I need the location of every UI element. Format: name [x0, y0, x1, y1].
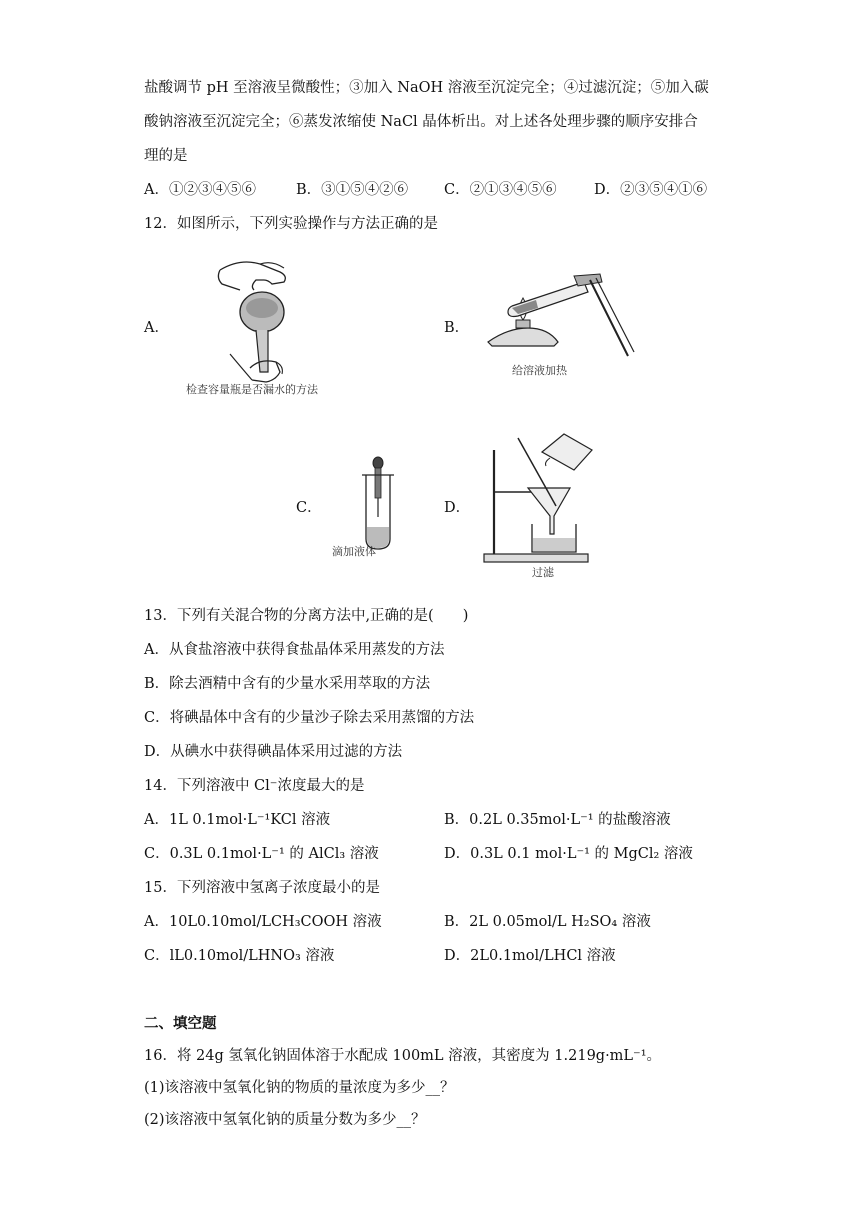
- q15-option-a: A．10L0.10mol/LCH₃COOH 溶液: [144, 914, 382, 930]
- q15-option-c: C．lL0.10mol/LHNO₃ 溶液: [144, 948, 335, 964]
- q13-option-d: D．从碘水中获得碘晶体采用过滤的方法: [144, 744, 403, 760]
- caption-a: 检查容量瓶是否漏水的方法: [186, 383, 318, 396]
- q14-stem: 14．下列溶液中 Cl⁻浓度最大的是: [144, 778, 365, 794]
- figure-volumetric-flask: [180, 250, 390, 400]
- figure-heating-test-tube: [478, 270, 638, 380]
- q11-option-b: B．③①⑤④②⑥: [296, 182, 409, 198]
- figure-filtration: [470, 432, 610, 580]
- q12-label-c: C．: [296, 500, 322, 516]
- section-title: 二、填空题: [144, 1015, 217, 1032]
- q14-option-b: B．0.2L 0.35mol·L⁻¹ 的盐酸溶液: [444, 812, 671, 828]
- q13-option-c: C．将碘晶体中含有的少量沙子除去采用蒸馏的方法: [144, 710, 475, 726]
- caption-c: 滴加液体: [332, 545, 376, 558]
- caption-d: 过滤: [532, 566, 554, 579]
- q12-label-b: B．: [444, 320, 470, 336]
- q11-option-d: D．②③⑤④①⑥: [594, 182, 708, 198]
- q13-option-b: B．除去酒精中含有的少量水采用萃取的方法: [144, 676, 431, 692]
- q11-line-3: 理的是: [144, 148, 188, 164]
- q12-label-a: A．: [144, 320, 169, 336]
- q13-stem: 13．下列有关混合物的分离方法中,正确的是( ): [144, 608, 469, 624]
- q11-option-a: A．①②③④⑤⑥: [144, 182, 256, 198]
- figure-dropper: [326, 455, 426, 560]
- q14-option-a: A．1L 0.1mol·L⁻¹KCl 溶液: [144, 812, 331, 828]
- q12-stem: 12．如图所示，下列实验操作与方法正确的是: [144, 216, 438, 232]
- q15-stem: 15．下列溶液中氢离子浓度最小的是: [144, 880, 380, 896]
- q11-line-2: 酸钠溶液至沉淀完全；⑥蒸发浓缩使 NaCl 晶体析出。对上述各处理步骤的顺序安排合: [144, 114, 698, 130]
- q12-label-d: D．: [444, 500, 471, 516]
- q16-sub-1: (1)该溶液中氢氧化钠的物质的量浓度为多少__？: [144, 1080, 455, 1096]
- q15-option-b: B．2L 0.05mol/L H₂SO₄ 溶液: [444, 914, 651, 930]
- q11-line-1: 盐酸调节 pH 至溶液呈微酸性；③加入 NaOH 溶液至沉淀完全；④过滤沉淀；⑤加入碳: [144, 80, 709, 96]
- q14-option-c: C．0.3L 0.1mol·L⁻¹ 的 AlCl₃ 溶液: [144, 846, 379, 862]
- caption-b: 给溶液加热: [512, 364, 567, 377]
- q14-option-d: D．0.3L 0.1 mol·L⁻¹ 的 MgCl₂ 溶液: [444, 846, 693, 862]
- q11-option-c: C．②①③④⑤⑥: [444, 182, 557, 198]
- q16-stem: 16．将 24g 氢氧化钠固体溶于水配成 100mL 溶液，其密度为 1.219g·mL⁻¹。: [144, 1048, 662, 1064]
- q13-option-a: A．从食盐溶液中获得食盐晶体采用蒸发的方法: [144, 642, 445, 658]
- q16-sub-2: (2)该溶液中氢氧化钠的质量分数为多少__？: [144, 1112, 426, 1128]
- q15-option-d: D．2L0.1mol/LHCl 溶液: [444, 948, 616, 964]
